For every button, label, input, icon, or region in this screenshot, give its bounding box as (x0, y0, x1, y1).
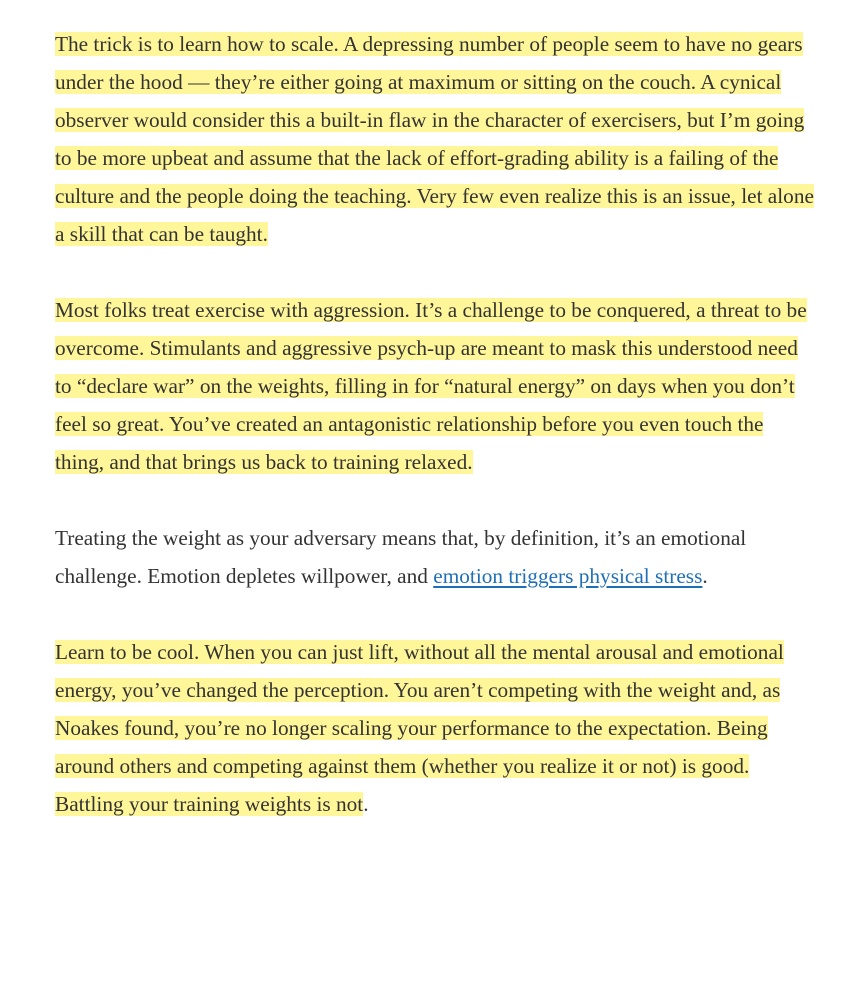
paragraph-adversary (55, 519, 815, 595)
article-body (55, 25, 815, 861)
paragraph-aggression (55, 291, 815, 481)
highlighted-text: Learn to be cool. When you can just lift, without all the mental arousal and emotional energy, you’ve changed the perception. You aren’t competing with the weight and, as Noakes found, you’re no longer scaling your performance to the expectation. Being around others and competing against them (whether you realize it or not) is good. Battling your training weights is not (55, 640, 784, 816)
paragraph-text: Treating the weight as your adversary means that, by definition, it’s an emotional challenge. Emotion depletes willpower, and (55, 526, 747, 588)
paragraph-scaling (55, 25, 815, 253)
paragraph-be-cool (55, 633, 815, 823)
highlighted-text: Most folks treat exercise with aggression. It’s a challenge to be conquered, a threat to be overcome. Stimulants and aggressive psych-up are meant to mask this understood need to “declare war” on the weights, filling in for “natural energy” on days when you don’t feel so great. You’ve created an antagonistic relationship before you even touch the thing, and that brings us back to training relaxed. (55, 298, 807, 474)
emotion-stress-link[interactable]: emotion triggers physical stress (433, 564, 703, 588)
paragraph-text-end: . (363, 792, 369, 816)
paragraph-text-end: . (702, 564, 708, 588)
highlighted-text: The trick is to learn how to scale. A depressing number of people seem to have no gears under the hood — they’re either going at maximum or sitting on the couch. A cynical observer would consider this a built-in flaw in the character of exercisers, but I’m going to be more upbeat and assume that the lack of effort-grading ability is a failing of the culture and the people doing the teaching. Very few even realize this is an issue, let alone a skill that can be taught. (55, 32, 814, 246)
